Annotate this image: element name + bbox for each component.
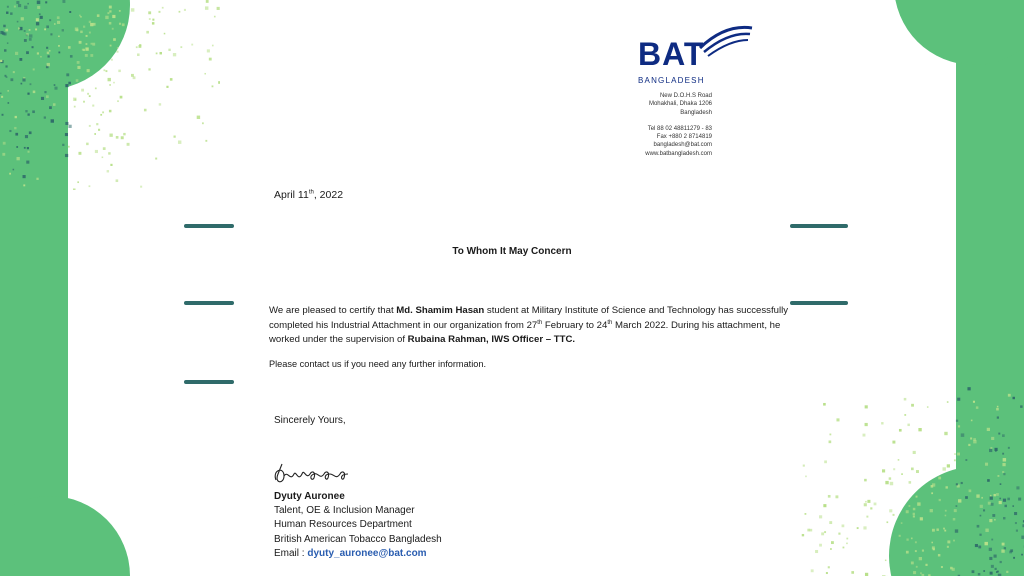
signatory-title: Talent, OE & Inclusion Manager (274, 505, 415, 517)
address-line-1: New D.O.H.S Road (659, 93, 712, 99)
signatory-department: Human Resources Department (274, 519, 412, 531)
left-dash-2 (184, 301, 234, 305)
handwritten-signature (270, 460, 360, 488)
left-dash-3 (184, 380, 234, 384)
address-tel: Tel 88 02 48811279 - 83 (647, 125, 712, 132)
student-name: Md. Shamim Hasan (396, 305, 485, 316)
contact-note: Please contact us if you need any further information. (269, 359, 487, 369)
top-left-dot-pattern (0, 0, 220, 190)
right-dash-2 (790, 301, 848, 305)
signatory-name: Dyuty Auronee (274, 491, 345, 502)
supervisor-name: Rubaina Rahman, IWS Officer – TTC. (407, 334, 576, 345)
address-line-3: Bangladesh (680, 109, 712, 116)
letter-subject: To Whom It May Concern (452, 246, 572, 257)
address-email: bangladesh@bat.com (653, 142, 712, 149)
signatory-email-link[interactable]: dyuty_auronee@bat.com (307, 547, 427, 559)
top-right-circle (894, 0, 1024, 65)
address-fax: Fax +880 2 8714819 (656, 134, 712, 141)
address-line-2: Mohakhali, Dhaka 1206 (648, 101, 712, 108)
signatory-block (274, 490, 442, 561)
letter-date: April 11th, 2022 (274, 189, 344, 201)
bottom-right-dot-pattern (784, 386, 1024, 576)
right-dash-1 (790, 224, 848, 228)
address-website: www.batbangladesh.com (645, 150, 712, 157)
bottom-left-circle (0, 496, 130, 576)
letter-body: We are pleased to certify that Md. Shamim Hasan student at Military Institute of Science and Technology has successfully completed his Industrial Attachment in our organization from 27th February to 24th March 2022. During his attachment, he worked under the supervision of Rubaina Rahman, IWS Officer – TTC. (269, 305, 789, 345)
company-address (645, 92, 712, 158)
bat-logo (630, 20, 760, 85)
logo-wordmark: BAT (638, 36, 705, 72)
left-dash-1 (184, 224, 234, 228)
closing-salutation: Sincerely Yours, (274, 415, 346, 426)
logo-country: BANGLADESH (638, 76, 705, 85)
signatory-email-line: Email : dyuty_auronee@bat.com (274, 547, 427, 559)
signatory-company: British American Tobacco Bangladesh (274, 533, 442, 545)
